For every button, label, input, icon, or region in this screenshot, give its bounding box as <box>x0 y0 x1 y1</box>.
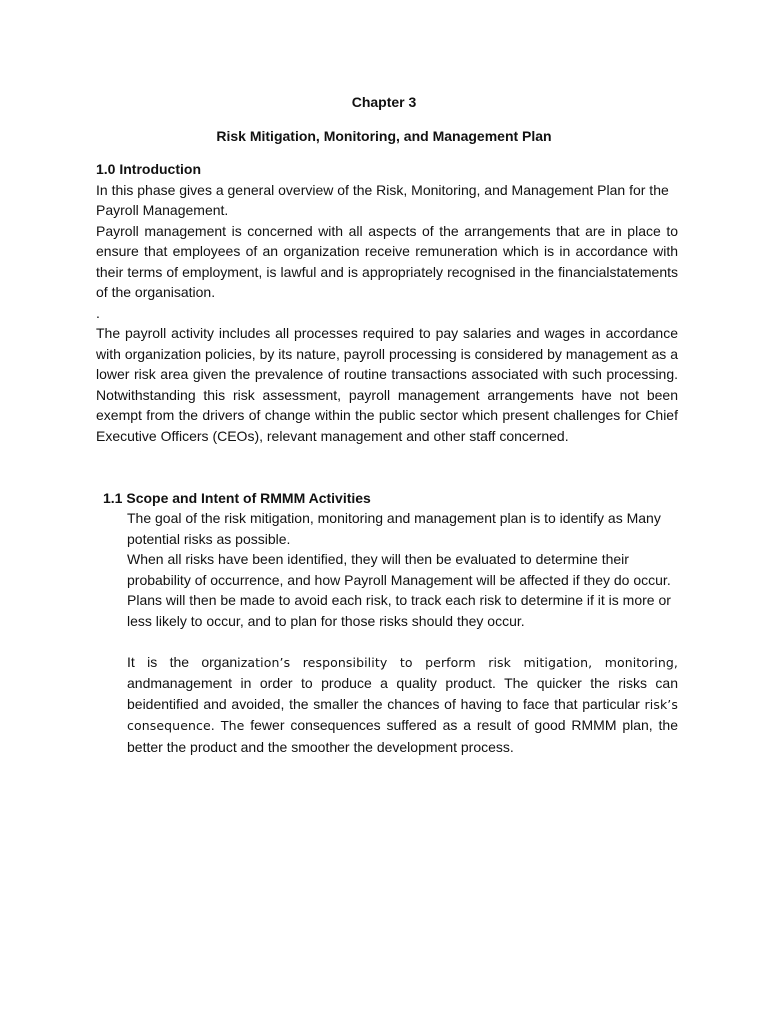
intro-dot-line: . <box>96 304 100 321</box>
introduction-heading: 1.0 Introduction <box>96 161 201 177</box>
scope-heading: 1.1 Scope and Intent of RMMM Activities <box>103 490 371 506</box>
chapter-label: Chapter 3 <box>351 94 417 110</box>
intro-paragraph-3: The payroll activity includes all processes required to pay salaries and wages in accordance with organization policies, by its nature, payroll processing is considered by management as a lower risk area given the prevalence of routine transactions associated with such processing. Notwithstanding this risk assessment, payroll management arrangements have not been exempt from the drivers of change within the public sector which present challenges for Chief Executive Officers (CEOs), relevant management and other staff concerned. <box>96 325 678 444</box>
intro-paragraph-1: In this phase gives a general overview of the Risk, Monitoring, and Management Plan for the Payroll Management. <box>96 181 669 218</box>
scope-paragraph-1: The goal of the risk mitigation, monitoring and management plan is to identify as Many potential risks as possible. <box>127 510 661 547</box>
scope-p4-part-a: It is the organ <box>127 653 238 670</box>
scope-paragraph-3: Plans will then be made to avoid each risk, to track each risk to determine if it is more or less likely to occur, and to plan for those risks should they occur. <box>127 592 671 629</box>
paragraph-gap <box>127 631 678 652</box>
scope-paragraph-2: When all risks have been identified, they will then be evaluated to determine their probability of occurrence, and how Payroll Management will be affected if they do occur. <box>127 551 671 588</box>
scope-p4-part-b: ization’s responsibility to perform risk mitigation, monitoring, <box>237 654 678 670</box>
scope-paragraph-4 <box>127 652 678 758</box>
scope-p4-part-c: andmanagement in order to produce a quality product. The quicker the risks can beidentified and avoided, the smaller the chances of having to face that particular <box>127 675 678 712</box>
scope-p4-part-e: fewer consequences suffered as a result of good RMMM plan, the better the product and the smoother the development process. <box>127 717 678 755</box>
document-title: Risk Mitigation, Monitoring, and Management Plan <box>216 128 552 144</box>
scope-section <box>127 508 678 757</box>
scope-p4-part-d: risk’s consequence. The <box>127 696 678 733</box>
intro-paragraph-2: Payroll management is concerned with all aspects of the arrangements that are in place to ensure that employees of an organization receive remuneration which is in accordance with their terms of employment, is lawful and is appropriately recognised in the financialstatements of the organisation. <box>96 222 678 300</box>
introduction-section <box>96 159 678 446</box>
